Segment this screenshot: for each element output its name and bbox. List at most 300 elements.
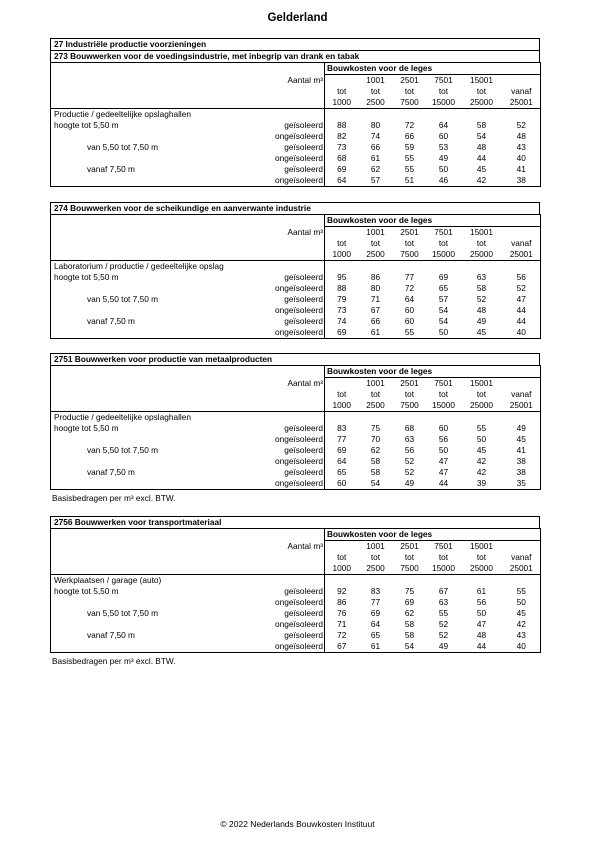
column-range-from: 15001 xyxy=(469,75,494,85)
blank-cell xyxy=(249,575,325,587)
blank-cell xyxy=(359,261,393,273)
blank-cell xyxy=(393,109,427,121)
cost-value: 65 xyxy=(370,630,381,640)
cost-value: 47 xyxy=(438,467,449,477)
column-range-from xyxy=(325,227,359,239)
column-range-from: 1001 xyxy=(366,541,385,551)
cost-value: 80 xyxy=(370,283,381,293)
column-range-from: 1001 xyxy=(366,378,385,388)
cost-value: 46 xyxy=(438,175,449,185)
cost-value: 54 xyxy=(438,305,449,315)
column-range-word: vanaf xyxy=(511,86,532,96)
column-range-from xyxy=(325,378,359,390)
column-range-word: tot xyxy=(438,86,449,96)
height-label xyxy=(51,434,249,445)
blank-cell xyxy=(51,563,249,575)
cost-value: 50 xyxy=(516,597,526,607)
column-range-from xyxy=(503,378,541,390)
insulation-label: geïsoleerd xyxy=(249,467,325,478)
blank-cell xyxy=(461,412,503,424)
cost-value: 50 xyxy=(476,608,487,618)
cost-value: 58 xyxy=(404,630,415,640)
bouwkosten-header: Bouwkosten voor de leges xyxy=(325,63,541,75)
column-range-word: tot xyxy=(404,552,415,562)
blank-cell xyxy=(503,109,541,121)
blank-cell xyxy=(249,109,325,121)
table-row xyxy=(51,630,541,641)
section-header xyxy=(50,516,540,528)
column-range-to: 7500 xyxy=(400,563,419,573)
cost-table xyxy=(50,528,541,653)
column-range-word: tot xyxy=(476,86,487,96)
cost-value: 71 xyxy=(337,619,347,629)
insulation-label: ongeïsoleerd xyxy=(249,305,325,316)
cost-value: 40 xyxy=(516,641,526,651)
cost-value: 92 xyxy=(337,586,347,596)
column-range-from xyxy=(503,541,541,553)
blank-cell xyxy=(51,97,249,109)
blank-cell xyxy=(51,227,249,239)
column-range-word: vanaf xyxy=(511,552,532,562)
table-row xyxy=(51,283,541,294)
section-title: 27 Industriële productie voorzieningen xyxy=(54,39,207,49)
insulation-label: ongeïsoleerd xyxy=(249,131,325,142)
table-row xyxy=(51,434,541,445)
column-range-to: 25000 xyxy=(469,97,494,107)
cost-value: 71 xyxy=(370,294,381,304)
cost-value: 44 xyxy=(476,153,487,163)
cost-value: 88 xyxy=(337,283,347,293)
cost-section xyxy=(50,516,540,653)
insulation-label: ongeïsoleerd xyxy=(249,456,325,467)
height-label: hoogte tot 5,50 m xyxy=(54,272,119,282)
height-label: vanaf 7,50 m xyxy=(87,316,135,326)
blank-cell xyxy=(249,97,325,109)
height-label xyxy=(51,619,249,630)
cost-value: 50 xyxy=(438,327,449,337)
insulation-label: ongeïsoleerd xyxy=(249,434,325,445)
table-row xyxy=(51,423,541,434)
cost-value: 44 xyxy=(438,478,449,488)
insulation-label: ongeïsoleerd xyxy=(249,641,325,653)
cost-value: 72 xyxy=(337,630,347,640)
cost-value: 95 xyxy=(337,272,347,282)
insulation-label: geïsoleerd xyxy=(249,423,325,434)
height-label xyxy=(51,131,249,142)
insulation-label: ongeïsoleerd xyxy=(249,175,325,187)
aantal-m3-label: Aantal m³ xyxy=(249,75,325,87)
cost-value: 42 xyxy=(476,456,487,466)
column-range-to: 1000 xyxy=(332,563,351,573)
cost-value: 49 xyxy=(516,423,526,433)
insulation-label: geïsoleerd xyxy=(249,316,325,327)
section-header xyxy=(50,38,540,62)
blank-cell xyxy=(51,400,249,412)
insulation-label: geïsoleerd xyxy=(249,445,325,456)
column-range-to: 7500 xyxy=(400,97,419,107)
cost-value: 58 xyxy=(404,619,415,629)
cost-value: 62 xyxy=(370,164,381,174)
table-row xyxy=(51,272,541,283)
category-label: Productie / gedeeltelijke opslaghallen xyxy=(51,412,249,424)
cost-value: 67 xyxy=(370,305,381,315)
height-label: van 5,50 tot 7,50 m xyxy=(87,445,159,455)
cost-table xyxy=(50,62,541,187)
blank-cell xyxy=(249,215,325,227)
footer-copyright: © 2022 Nederlands Bouwkosten Instituut xyxy=(220,819,375,829)
cost-value: 60 xyxy=(438,131,449,141)
cost-value: 48 xyxy=(476,142,487,152)
column-range-word: tot xyxy=(337,86,347,96)
cost-value: 65 xyxy=(438,283,449,293)
cost-value: 66 xyxy=(404,131,415,141)
table-row xyxy=(51,305,541,316)
cost-value: 68 xyxy=(404,423,415,433)
column-range-to: 2500 xyxy=(366,400,385,410)
section-title: 274 Bouwwerken voor de scheikundige en aanverwante industrie xyxy=(54,203,311,213)
cost-value: 55 xyxy=(404,153,415,163)
table-row xyxy=(51,120,541,131)
cost-value: 74 xyxy=(370,131,381,141)
cost-value: 55 xyxy=(516,586,526,596)
cost-value: 69 xyxy=(337,327,347,337)
cost-value: 48 xyxy=(516,131,526,141)
height-label xyxy=(51,305,249,316)
blank-cell xyxy=(249,366,325,378)
cost-value: 43 xyxy=(516,142,526,152)
blank-cell xyxy=(359,412,393,424)
blank-cell xyxy=(51,75,249,87)
column-range-word: tot xyxy=(337,238,347,248)
cost-value: 61 xyxy=(370,327,381,337)
cost-value: 73 xyxy=(337,305,347,315)
cost-value: 64 xyxy=(404,294,415,304)
insulation-label: geïsoleerd xyxy=(249,142,325,153)
cost-value: 64 xyxy=(438,120,449,130)
blank-cell xyxy=(503,261,541,273)
blank-cell xyxy=(393,575,427,587)
basisbedragen-note: Basisbedragen per m³ excl. BTW. xyxy=(52,656,176,666)
column-range-from: 2501 xyxy=(400,541,419,551)
cost-value: 77 xyxy=(337,434,347,444)
cost-value: 48 xyxy=(476,305,487,315)
cost-value: 52 xyxy=(404,456,415,466)
cost-value: 39 xyxy=(476,478,487,488)
cost-value: 43 xyxy=(516,630,526,640)
cost-value: 42 xyxy=(516,619,526,629)
cost-value: 67 xyxy=(337,641,347,651)
cost-value: 45 xyxy=(516,608,526,618)
cost-value: 48 xyxy=(476,630,487,640)
height-label: hoogte tot 5,50 m xyxy=(54,120,119,130)
cost-value: 38 xyxy=(516,175,526,185)
column-range-word: tot xyxy=(337,389,347,399)
column-range-from xyxy=(503,227,541,239)
cost-value: 58 xyxy=(370,467,381,477)
column-range-from: 7501 xyxy=(434,75,453,85)
column-range-from: 1001 xyxy=(366,75,385,85)
blank-cell xyxy=(51,215,249,227)
column-range-word: tot xyxy=(438,389,449,399)
category-label: Werkplaatsen / garage (auto) xyxy=(51,575,249,587)
cost-value: 55 xyxy=(438,608,449,618)
cost-value: 40 xyxy=(516,153,526,163)
cost-value: 59 xyxy=(404,142,415,152)
cost-value: 75 xyxy=(370,423,381,433)
insulation-label: geïsoleerd xyxy=(249,272,325,283)
height-label: vanaf 7,50 m xyxy=(87,630,135,640)
table-row xyxy=(51,316,541,327)
column-range-to: 1000 xyxy=(332,97,351,107)
column-range-from xyxy=(325,75,359,87)
cost-value: 57 xyxy=(438,294,449,304)
blank-cell xyxy=(325,412,359,424)
cost-value: 58 xyxy=(370,456,381,466)
blank-cell xyxy=(249,529,325,541)
column-range-to: 15000 xyxy=(431,400,456,410)
cost-value: 55 xyxy=(476,423,487,433)
column-range-word: tot xyxy=(404,86,415,96)
height-label xyxy=(51,641,249,653)
table-row xyxy=(51,641,541,653)
column-range-to: 25000 xyxy=(469,400,494,410)
column-range-word: tot xyxy=(476,389,487,399)
cost-value: 74 xyxy=(337,316,347,326)
insulation-label: geïsoleerd xyxy=(249,164,325,175)
column-range-to: 25001 xyxy=(509,249,533,259)
blank-cell xyxy=(427,575,461,587)
blank-cell xyxy=(427,109,461,121)
cost-value: 67 xyxy=(438,586,449,596)
height-label xyxy=(51,153,249,164)
column-range-from: 7501 xyxy=(434,378,453,388)
column-range-word: tot xyxy=(370,86,381,96)
cost-value: 38 xyxy=(516,467,526,477)
table-row xyxy=(51,597,541,608)
table-row xyxy=(51,478,541,490)
column-range-from: 2501 xyxy=(400,227,419,237)
cost-value: 61 xyxy=(370,641,381,651)
cost-value: 53 xyxy=(438,142,449,152)
cost-value: 63 xyxy=(476,272,487,282)
column-range-to: 15000 xyxy=(431,249,456,259)
cost-value: 49 xyxy=(438,153,449,163)
column-range-from: 2501 xyxy=(400,75,419,85)
blank-cell xyxy=(249,86,325,97)
cost-value: 55 xyxy=(404,327,415,337)
column-range-to: 2500 xyxy=(366,97,385,107)
cost-value: 56 xyxy=(438,434,449,444)
cost-table xyxy=(50,365,541,490)
section-header xyxy=(50,202,540,214)
insulation-label: geïsoleerd xyxy=(249,294,325,305)
cost-value: 56 xyxy=(404,445,415,455)
cost-value: 41 xyxy=(516,164,526,174)
cost-value: 54 xyxy=(370,478,381,488)
column-range-word: tot xyxy=(370,552,381,562)
column-range-to: 2500 xyxy=(366,563,385,573)
section-title: 2751 Bouwwerken voor productie van metaalproducten xyxy=(54,354,273,364)
cost-value: 55 xyxy=(404,164,415,174)
blank-cell xyxy=(461,261,503,273)
column-range-to: 1000 xyxy=(332,249,351,259)
cost-value: 49 xyxy=(476,316,487,326)
cost-value: 42 xyxy=(476,467,487,477)
column-range-to: 7500 xyxy=(400,249,419,259)
insulation-label: geïsoleerd xyxy=(249,630,325,641)
column-range-word: tot xyxy=(370,238,381,248)
blank-cell xyxy=(51,389,249,400)
cost-value: 51 xyxy=(404,175,415,185)
column-range-from: 7501 xyxy=(434,227,453,237)
cost-value: 69 xyxy=(438,272,449,282)
column-range-to: 15000 xyxy=(431,97,456,107)
cost-value: 45 xyxy=(516,434,526,444)
blank-cell xyxy=(461,109,503,121)
height-label xyxy=(51,478,249,490)
section-title: 273 Bouwwerken voor de voedingsindustrie, met inbegrip van drank en tabak xyxy=(51,50,539,62)
cost-value: 77 xyxy=(404,272,415,282)
cost-value: 63 xyxy=(404,434,415,444)
cost-value: 88 xyxy=(337,120,347,130)
insulation-label: ongeïsoleerd xyxy=(249,153,325,164)
table-row xyxy=(51,445,541,456)
blank-cell xyxy=(51,366,249,378)
table-row xyxy=(51,619,541,630)
cost-value: 62 xyxy=(404,608,415,618)
basisbedragen-note: Basisbedragen per m³ excl. BTW. xyxy=(52,493,176,503)
column-range-from: 7501 xyxy=(434,541,453,551)
cost-value: 60 xyxy=(438,423,449,433)
blank-cell xyxy=(393,261,427,273)
cost-value: 79 xyxy=(337,294,347,304)
table-row xyxy=(51,467,541,478)
blank-cell xyxy=(249,563,325,575)
table-row xyxy=(51,142,541,153)
cost-value: 62 xyxy=(370,445,381,455)
cost-value: 45 xyxy=(476,445,487,455)
cost-value: 83 xyxy=(337,423,347,433)
insulation-label: ongeïsoleerd xyxy=(249,283,325,294)
column-range-to: 15000 xyxy=(431,563,456,573)
cost-value: 44 xyxy=(516,305,526,315)
cost-value: 56 xyxy=(476,597,487,607)
height-label: hoogte tot 5,50 m xyxy=(54,586,119,596)
cost-value: 76 xyxy=(337,608,347,618)
cost-value: 58 xyxy=(476,283,487,293)
column-range-word: tot xyxy=(438,238,449,248)
cost-value: 52 xyxy=(516,283,526,293)
blank-cell xyxy=(249,238,325,249)
blank-cell xyxy=(249,552,325,563)
blank-cell xyxy=(51,86,249,97)
cost-value: 64 xyxy=(337,456,347,466)
cost-section xyxy=(50,202,540,339)
cost-value: 66 xyxy=(370,142,381,152)
blank-cell xyxy=(359,575,393,587)
cost-value: 69 xyxy=(337,445,347,455)
cost-value: 47 xyxy=(516,294,526,304)
cost-value: 73 xyxy=(337,142,347,152)
blank-cell xyxy=(51,238,249,249)
cost-section xyxy=(50,38,540,187)
cost-value: 44 xyxy=(516,316,526,326)
column-range-to: 25000 xyxy=(469,563,494,573)
blank-cell xyxy=(503,412,541,424)
cost-value: 52 xyxy=(404,467,415,477)
insulation-label: ongeïsoleerd xyxy=(249,597,325,608)
column-range-to: 7500 xyxy=(400,400,419,410)
cost-value: 61 xyxy=(370,153,381,163)
bouwkosten-header: Bouwkosten voor de leges xyxy=(325,529,541,541)
insulation-label: ongeïsoleerd xyxy=(249,327,325,339)
blank-cell xyxy=(51,378,249,390)
column-range-from: 15001 xyxy=(469,378,494,388)
cost-value: 38 xyxy=(516,456,526,466)
cost-value: 69 xyxy=(404,597,415,607)
cost-value: 61 xyxy=(476,586,487,596)
blank-cell xyxy=(359,109,393,121)
cost-value: 86 xyxy=(370,272,381,282)
cost-value: 63 xyxy=(438,597,449,607)
insulation-label: geïsoleerd xyxy=(249,608,325,619)
column-range-to: 1000 xyxy=(332,400,351,410)
column-range-word: tot xyxy=(337,552,347,562)
table-row xyxy=(51,294,541,305)
section-title: 2756 Bouwwerken voor transportmateriaal xyxy=(54,517,222,527)
table-row xyxy=(51,175,541,187)
blank-cell xyxy=(325,261,359,273)
blank-cell xyxy=(51,552,249,563)
insulation-label: geïsoleerd xyxy=(249,586,325,597)
cost-value: 54 xyxy=(404,641,415,651)
column-range-word: tot xyxy=(404,238,415,248)
height-label: vanaf 7,50 m xyxy=(87,164,135,174)
height-label xyxy=(51,175,249,187)
cost-value: 57 xyxy=(370,175,381,185)
height-label: van 5,50 tot 7,50 m xyxy=(87,142,159,152)
page-title: Gelderland xyxy=(267,12,328,24)
aantal-m3-label: Aantal m³ xyxy=(249,227,325,239)
column-range-word: vanaf xyxy=(511,389,532,399)
blank-cell xyxy=(249,63,325,75)
table-row xyxy=(51,327,541,339)
column-range-to: 25000 xyxy=(469,249,494,259)
column-range-word: tot xyxy=(370,389,381,399)
cost-value: 86 xyxy=(337,597,347,607)
insulation-label: geïsoleerd xyxy=(249,120,325,131)
height-label xyxy=(51,327,249,339)
column-range-to: 25001 xyxy=(509,563,533,573)
height-label: van 5,50 tot 7,50 m xyxy=(87,608,159,618)
blank-cell xyxy=(51,529,249,541)
height-label xyxy=(51,597,249,608)
cost-value: 70 xyxy=(370,434,381,444)
insulation-label: ongeïsoleerd xyxy=(249,619,325,630)
height-label: hoogte tot 5,50 m xyxy=(54,423,119,433)
cost-value: 50 xyxy=(438,445,449,455)
table-row xyxy=(51,131,541,142)
table-row xyxy=(51,456,541,467)
table-row xyxy=(51,608,541,619)
aantal-m3-label: Aantal m³ xyxy=(249,378,325,390)
section-header xyxy=(50,353,540,365)
cost-value: 65 xyxy=(337,467,347,477)
cost-value: 80 xyxy=(370,120,381,130)
blank-cell xyxy=(325,109,359,121)
blank-cell xyxy=(51,541,249,553)
blank-cell xyxy=(427,261,461,273)
